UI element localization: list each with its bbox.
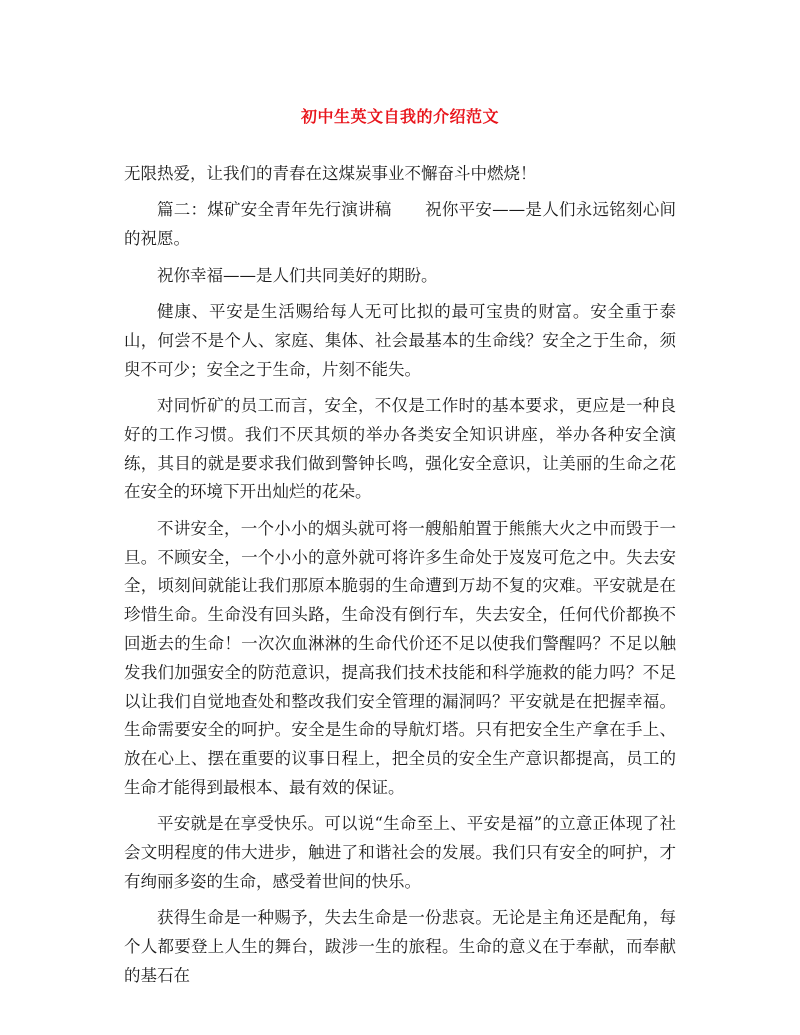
paragraph: 无限热爱，让我们的青春在这煤炭事业不懈奋斗中燃烧！	[124, 164, 537, 183]
paragraph: 健康、平安是生活赐给每人无可比拟的最可宝贵的财富。安全重于泰山，何尝不是个人、家庭、集体、社会最基本的生命线？安全之于生命，须臾不可少；安全之于生命，片刻不能失。	[124, 301, 676, 379]
paragraph: 篇二：煤矿安全青年先行演讲稿 祝你平安——是人们永远铭刻心间的祝愿。	[124, 200, 676, 249]
paragraph: 获得生命是一种赐予，失去生命是一份悲哀。无论是主角还是配角，每个人都要登上人生的舞台，跋涉一生的旅程。生命的意义在于奉献，而奉献的基石在	[124, 908, 676, 985]
paragraph: 对同忻矿的员工而言，安全，不仅是工作时的基本要求，更应是一种良好的工作习惯。我们不厌其烦的举办各类安全知识讲座，举办各种安全演练，其目的就是要求我们做到警钟长鸣，强化安全意识，让美丽的生命之花在安全的环境下开出灿烂的花朵。	[124, 395, 676, 502]
paragraph: 平安就是在享受快乐。可以说“生命至上、平安是福”的立意正体现了社会文明程度的伟大进步，触进了和谐社会的发展。我们只有安全的呵护，才有绚丽多姿的生命，感受着世间的快乐。	[124, 814, 676, 891]
document-title: 初中生英文自我的介绍范文	[300, 107, 499, 126]
paragraph: 祝你幸福——是人们共同美好的期盼。	[157, 265, 438, 285]
paragraph: 不讲安全，一个小小的烟头就可将一艘船舶置于熊熊大火之中而毁于一旦。不顾安全，一个小小的意外就可将许多生命处于岌岌可危之中。失去安全，顷刻间就能让我们那原本脆弱的生命遭到万劫不复的灾难。平安就是在珍惜生命。生命没有回头路，生命没有倒行车，失去安全，任何代价都换不回逝去的生命！一次次血淋淋的生命代价还不足以使我们警醒吗？不足以触发我们加强安全的防范意识，提高我们技术技能和科学施救的能力吗？不足以让我们自觉地查处和整改我们安全管理的漏洞吗？平安就是在把握幸福。生命需要安全的呵护。安全是生命的导航灯塔。只有把安全生产拿在手上、放在心上、摆在重要的议事日程上，把全员的安全生产意识都提高，员工的生命才能得到最根本、最有效的保证。	[124, 518, 676, 797]
document-body	[124, 160, 676, 998]
